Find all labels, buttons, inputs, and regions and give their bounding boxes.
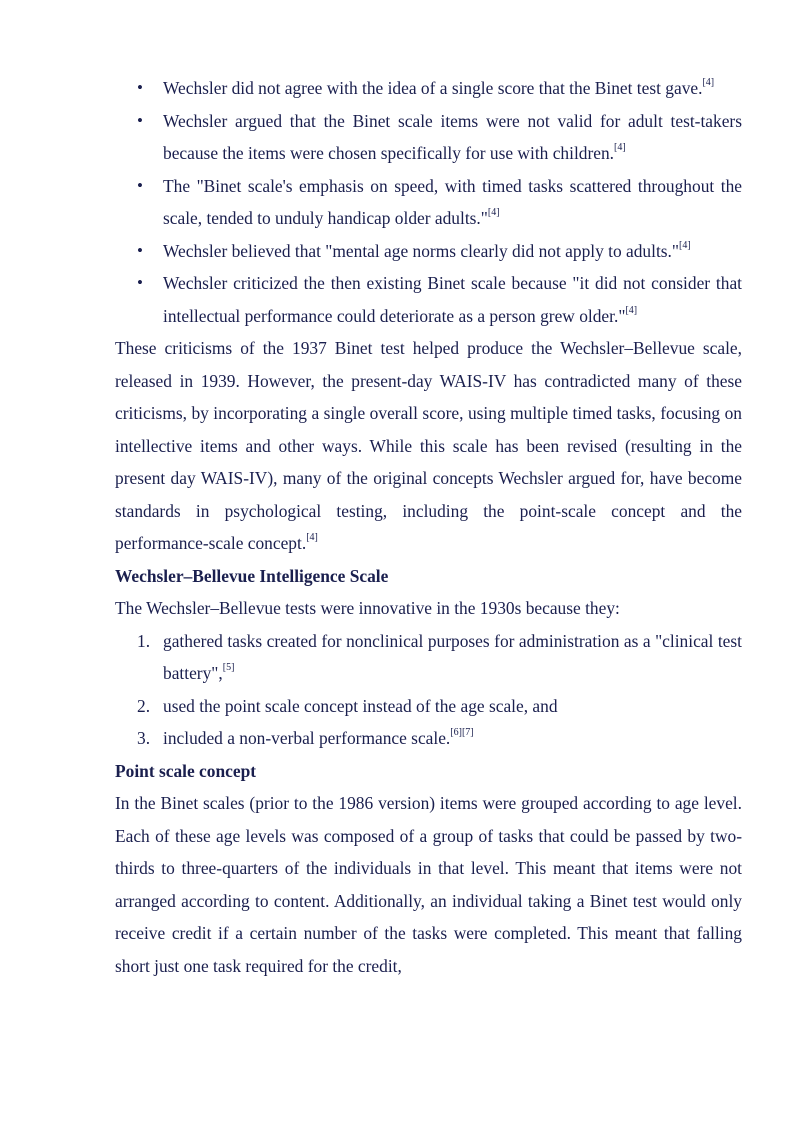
list-item-text: Wechsler argued that the Binet scale items were not valid for adult test-takers because the items were chosen specifically for use with children. (163, 110, 742, 163)
citation-link[interactable]: [4] (702, 77, 715, 89)
paragraph-intro: The Wechsler–Bellevue tests were innovative in the 1930s because they: (115, 598, 620, 618)
criticism-list (115, 72, 742, 332)
list-item (115, 235, 742, 268)
paragraph-point-scale: In the Binet scales (prior to the 1986 version) items were grouped according to age level. Each of these age levels was composed of a group of tasks that could be passed by two-thirds to three-quarters of the individuals in that level. This meant that items were not arranged according to content. Additionally, an individual taking a Binet test would only receive credit if a certain number of the tasks were completed. This meant that falling short just one task required for the credit, (115, 793, 742, 976)
list-number: 1. (137, 630, 151, 651)
section-heading: Point scale concept (115, 760, 257, 781)
list-item-text: Wechsler believed that "mental age norms clearly did not apply to adults." (163, 240, 680, 261)
list-item (115, 625, 742, 690)
document-body (115, 72, 742, 982)
list-item (115, 267, 742, 332)
citation-link[interactable]: [4] (679, 239, 691, 251)
citation-link[interactable]: [4] (487, 207, 500, 219)
list-item (115, 105, 742, 170)
list-item-text: Wechsler did not agree with the idea of a single score that the Binet test gave. (163, 78, 703, 98)
citation-link[interactable]: [4] (614, 142, 626, 154)
list-item-text: Wechsler criticized the then existing Binet scale because "it did not consider that intellectual performance could deteriorate as a person grew older." (163, 273, 742, 326)
citation-link[interactable]: [6][7] (450, 727, 474, 739)
list-number: 3. (137, 728, 151, 748)
list-item (115, 170, 742, 235)
paragraph-criticisms (115, 332, 742, 560)
list-item (115, 690, 742, 723)
list-item-text: included a non-verbal performance scale. (163, 728, 451, 748)
citation-link[interactable]: [4] (625, 304, 638, 316)
list-item (115, 722, 742, 755)
section-heading: Wechsler–Bellevue Intelligence Scale (115, 565, 389, 586)
innovation-list (115, 625, 742, 755)
list-item-text: gathered tasks created for nonclinical purposes for administration as a "clinical test battery", (163, 630, 742, 683)
list-item (115, 72, 742, 105)
list-item-text: used the point scale concept instead of the age scale, and (163, 695, 558, 716)
citation-link[interactable]: [5] (222, 662, 235, 674)
list-number: 2. (137, 695, 151, 716)
paragraph-text: These criticisms of the 1937 Binet test helped produce the Wechsler–Bellevue scale, released in 1939. However, the present-day WAIS-IV has contradicted many of these criticisms, by incorporating a single overall score, using multiple timed tasks, focusing on intellective items and other ways. While this scale has been revised (resulting in the present day WAIS-IV), many of the original concepts Wechsler argued for, have become standards in psychological testing, including the point-scale concept and the performance-scale concept. (115, 338, 742, 553)
citation-link[interactable]: [4] (306, 532, 318, 544)
list-item-text: The "Binet scale's emphasis on speed, with timed tasks scattered throughout the scale, tended to unduly handicap older adults." (163, 175, 742, 228)
